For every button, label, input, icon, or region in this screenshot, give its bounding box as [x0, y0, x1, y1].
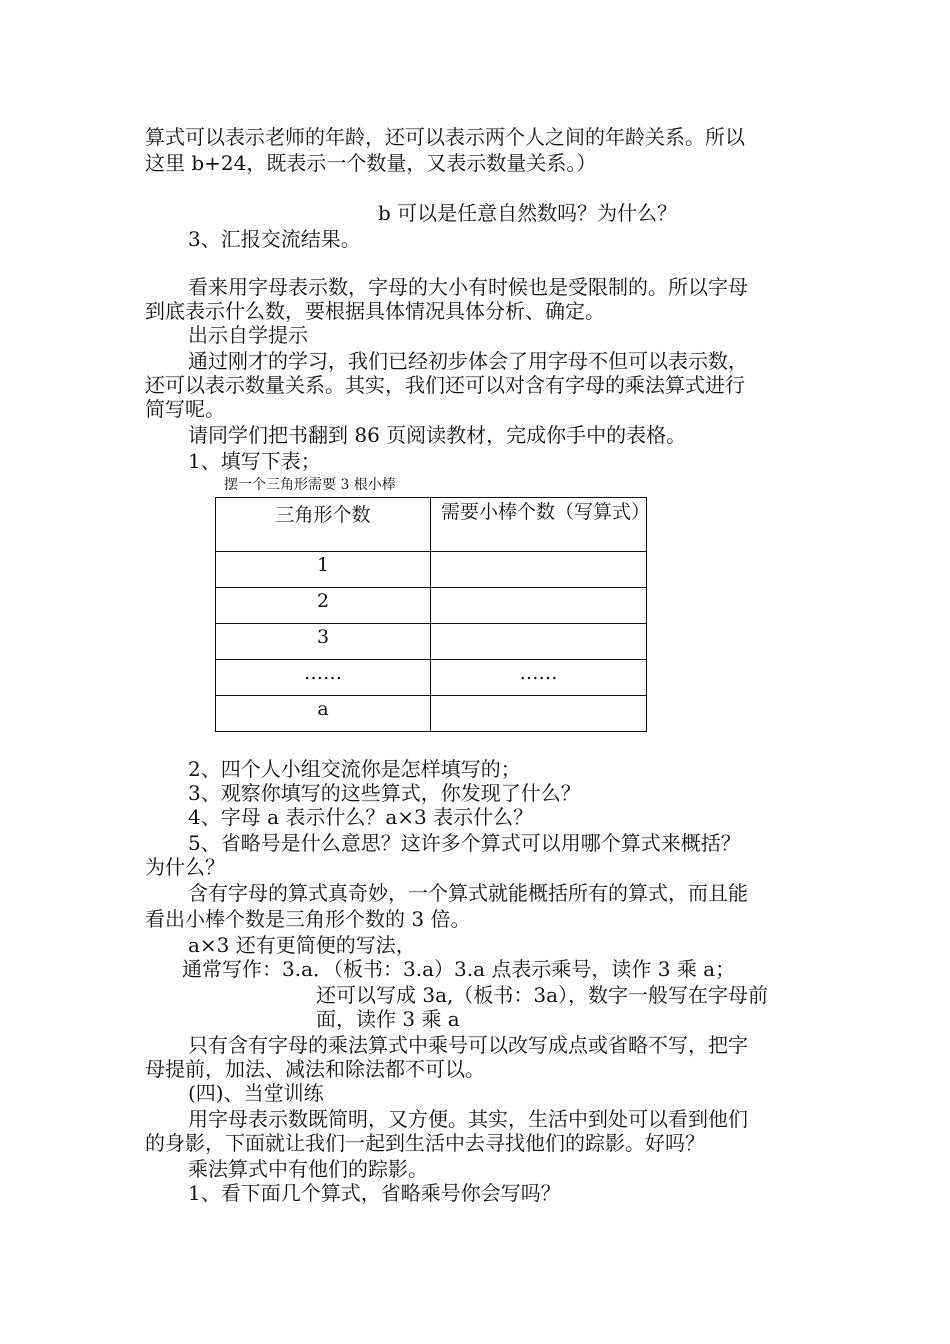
paragraph-line: 还可以写成 3a,（板书：3a），数字一般写在字母前	[316, 983, 769, 1007]
step-line: 5、省略号是什么意思？这许多个算式可以用哪个算式来概括？	[188, 831, 741, 855]
paragraph-line: 请同学们把书翻到 86 页阅读教材，完成你手中的表格。	[188, 423, 687, 447]
paragraph-line: 通常写作：3.a．（板书：3.a）3.a 点表示乘号，读作 3 乘 a；	[182, 957, 736, 981]
table-header-cell: 需要小棒个数（写算式）	[431, 498, 647, 552]
step-line: 4、字母 a 表示什么？a×3 表示什么？	[188, 805, 534, 829]
paragraph-line: 含有字母的算式真奇妙，一个算式就能概括所有的算式，而且能	[188, 881, 748, 905]
step-line: 1、填写下表；	[188, 449, 321, 473]
paragraph-line: 算式可以表示老师的年龄，还可以表示两个人之间的年龄关系。所以	[145, 125, 745, 149]
paragraph-line: 通过刚才的学习，我们已经初步体会了用字母不但可以表示数，	[188, 349, 748, 373]
paragraph-line: 还可以表示数量关系。其实，我们还可以对含有字母的乘法算式进行	[145, 373, 745, 397]
table-row	[216, 660, 647, 696]
table-caption: 摆一个三角形需要 3 根小棒	[224, 477, 396, 493]
paragraph-line: 简写呢。	[145, 397, 225, 421]
table-row	[216, 588, 647, 624]
section-label: 出示自学提示	[188, 323, 308, 347]
paragraph-line: 乘法算式中有他们的踪影。	[188, 1157, 428, 1181]
table-cell: 2	[216, 588, 431, 624]
table-cell: 3	[216, 624, 431, 660]
section-heading: (四)、当堂训练	[188, 1081, 324, 1105]
table-header-row	[216, 498, 647, 552]
paragraph-line: 这里 b+24，既表示一个数量，又表示数量关系。）	[145, 151, 597, 175]
paragraph-line: 为什么？	[145, 855, 225, 879]
question-line: b 可以是任意自然数吗？为什么？	[378, 201, 678, 225]
paragraph-line: 到底表示什么数，要根据具体情况具体分析、确定。	[145, 299, 605, 323]
table-row	[216, 696, 647, 732]
table-row	[216, 624, 647, 660]
paragraph-line: 母提前，加法、减法和除法都不可以。	[145, 1057, 485, 1081]
paragraph-line: 只有含有字母的乘法算式中乘号可以改写成点或省略不写，把字	[188, 1033, 748, 1057]
table-header-cell: 三角形个数	[216, 498, 431, 552]
table-cell	[431, 588, 647, 624]
table-cell	[431, 552, 647, 588]
table-cell	[431, 696, 647, 732]
paragraph-line: 的身影，下面就让我们一起到生活中去寻找他们的踪影。好吗？	[145, 1131, 705, 1155]
step-line: 2、四个人小组交流你是怎样填写的；	[188, 757, 521, 781]
table-cell: ……	[216, 660, 431, 696]
step-line: 1、看下面几个算式，省略乘号你会写吗？	[188, 1181, 561, 1205]
paragraph-line: a×3 还有更简便的写法，	[188, 933, 416, 957]
paragraph-line: 用字母表示数既简明，又方便。其实，生活中到处可以看到他们	[188, 1107, 748, 1131]
table-cell: ……	[431, 660, 647, 696]
step-line: 3、观察你填写的这些算式，你发现了什么？	[188, 781, 581, 805]
stick-count-table	[215, 497, 651, 732]
table-cell: 1	[216, 552, 431, 588]
paragraph-line: 看来用字母表示数，字母的大小有时候也是受限制的。所以字母	[188, 275, 748, 299]
table-row	[216, 552, 647, 588]
table-cell: a	[216, 696, 431, 732]
paragraph-line: 看出小棒个数是三角形个数的 3 倍。	[145, 907, 471, 931]
paragraph-line: 面，读作 3 乘 a	[316, 1007, 460, 1031]
table-cell	[431, 624, 647, 660]
step-line: 3、汇报交流结果。	[188, 227, 361, 251]
